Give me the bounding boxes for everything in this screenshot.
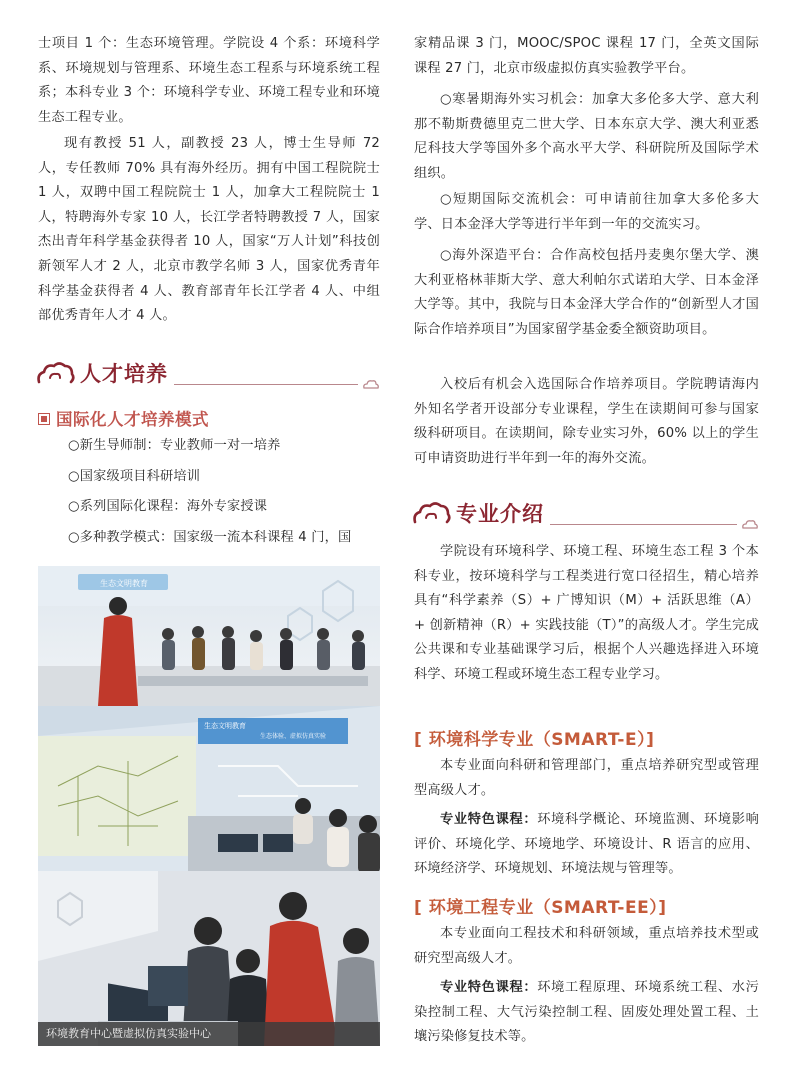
- major-title-env-engineering: [ 环境工程专业（SMART-EE）]: [414, 898, 667, 918]
- list-item: ○多种教学模式：国家级一流本科课程 4 门，国: [68, 529, 352, 545]
- list-item: ○新生导师制：专业教师一对一培养: [68, 438, 281, 453]
- square-bullet-icon: [38, 413, 50, 425]
- section-title: 专业介绍: [456, 502, 544, 526]
- section-heading-talent: [36, 360, 380, 388]
- list-item: ○国家级项目科研培训: [68, 468, 201, 484]
- courses-label: 专业特色课程：: [440, 980, 538, 995]
- majors-intro-paragraph: 学院设有环境科学、环境工程、环境生态工程 3 个本科专业，按环境科学与工程类进行宽口径招生，精心培养具有“科学素养（S）+ 广博知识（M）+ 活跃思维（A）+ 创新精神（R）+ 实践技能（T）”的高级人才。学生完成公共课和专业基础课学习后，根据个人兴趣选择进入环境科学、环境工程或环境生态工程专业学习。: [414, 544, 759, 682]
- major-title-env-science: [ 环境科学专业（SMART-E）]: [414, 730, 655, 750]
- major-courses-env-engineering: [414, 976, 759, 1050]
- photo-collage: [38, 566, 380, 1046]
- small-cloud-icon: [741, 518, 759, 530]
- photo-banner-text: 生态文明教育: [100, 579, 148, 588]
- photo-banner-text: 生态文明教育: [204, 722, 246, 730]
- courses-paragraph-continued: 家精品课 3 门，MOOC/SPOC 课程 17 门，全英文国际课程 27 门，北京市级虚拟仿真实验教学平台。: [414, 36, 759, 76]
- classroom-photo-3: [38, 871, 380, 1046]
- international-program-paragraph: 入校后有机会入选国际合作培养项目。学院聘请海内外知名学者开设部分专业课程，学生在读期间可参与国家级科研项目。在读期间，除专业实习外，60% 以上的学生可申请资助进行半年到一年的海外交流。: [414, 377, 759, 466]
- photo-caption: 环境教育中心暨虚拟仿真实验中心: [38, 1022, 380, 1046]
- short-exchange-paragraph: ○短期国际交流机会：可申请前往加拿大多伦多大学、日本金泽大学等进行半年到一年的交流实习。: [414, 192, 759, 232]
- section-heading-majors: [412, 500, 759, 528]
- section-title: 人才培养: [80, 362, 168, 386]
- summer-internship-paragraph: ○寒暑期海外实习机会：加拿大多伦多大学、意大利那不勒斯费德里克二世大学、日本东京大学、澳大利亚悉尼科技大学等国外多个高水平大学、科研院所及国际学术组织。: [414, 92, 759, 181]
- overseas-study-paragraph: ○海外深造平台：合作高校包括丹麦奥尔堡大学、澳大利亚格林菲斯大学、意大利帕尔式诺珀大学、日本金泽大学等。其中，我院与日本金泽大学合作的“创新型人才国际合作培养项目”为国家留学基金委全额资助项目。: [414, 248, 759, 337]
- subsection-title: 国际化人才培养模式: [56, 410, 209, 429]
- subsection-heading: [38, 406, 209, 430]
- major-desc-env-science: 本专业面向科研和管理部门，重点培养研究型或管理型高级人才。: [414, 758, 759, 798]
- divider: [550, 524, 737, 525]
- courses-text: 环境工程原理、环境系统工程、水污染控制工程、大气污染控制工程、固废处理处置工程、土壤污染修复技术等。: [414, 980, 760, 1045]
- cloud-icon: [36, 360, 76, 388]
- classroom-photo-2: [38, 706, 380, 876]
- divider: [174, 384, 358, 385]
- major-courses-env-science: [414, 808, 759, 882]
- photo-banner-text: 生态体验、虚拟仿真实验: [260, 733, 327, 740]
- small-cloud-icon: [362, 378, 380, 390]
- major-desc-env-engineering: 本专业面向工程技术和科研领域，重点培养技术型或研究型高级人才。: [414, 926, 759, 966]
- list-item: ○系列国际化课程：海外专家授课: [68, 499, 268, 515]
- training-mode-list: [68, 434, 380, 550]
- faculty-paragraph: 现有教授 51 人，副教授 23 人，博士生导师 72 人，专任教师 70% 具有海外经历。拥有中国工程院院士 1 人，双聘中国工程院院士 1 人，加拿大工程院院士 1 人，特聘海外专家 10 人，长江学者特聘教授 7 人，国家杰出青年科学基金获得者 10 人，国家“万人计划”科技创新领军人才 2 人，北京市教学名师 3 人，国家优秀青年科学基金获得者 4 人、教育部青年长江学者 4 人、中组部优秀青年人才 4 人。: [38, 136, 380, 324]
- courses-label: 专业特色课程：: [440, 812, 538, 827]
- intro-paragraph-continued: 士项目 1 个：生态环境管理。学院设 4 个系：环境科学系、环境规划与管理系、环境生态工程系与环境系统工程系；本科专业 3 个：环境科学专业、环境工程专业和环境生态工程专业。: [38, 36, 380, 125]
- cloud-icon: [412, 500, 452, 528]
- courses-text: 环境科学概论、环境监测、环境影响评价、环境化学、环境地学、环境设计、R 语言的应用、环境经济学、环境规划、环境法规与管理等。: [414, 812, 760, 877]
